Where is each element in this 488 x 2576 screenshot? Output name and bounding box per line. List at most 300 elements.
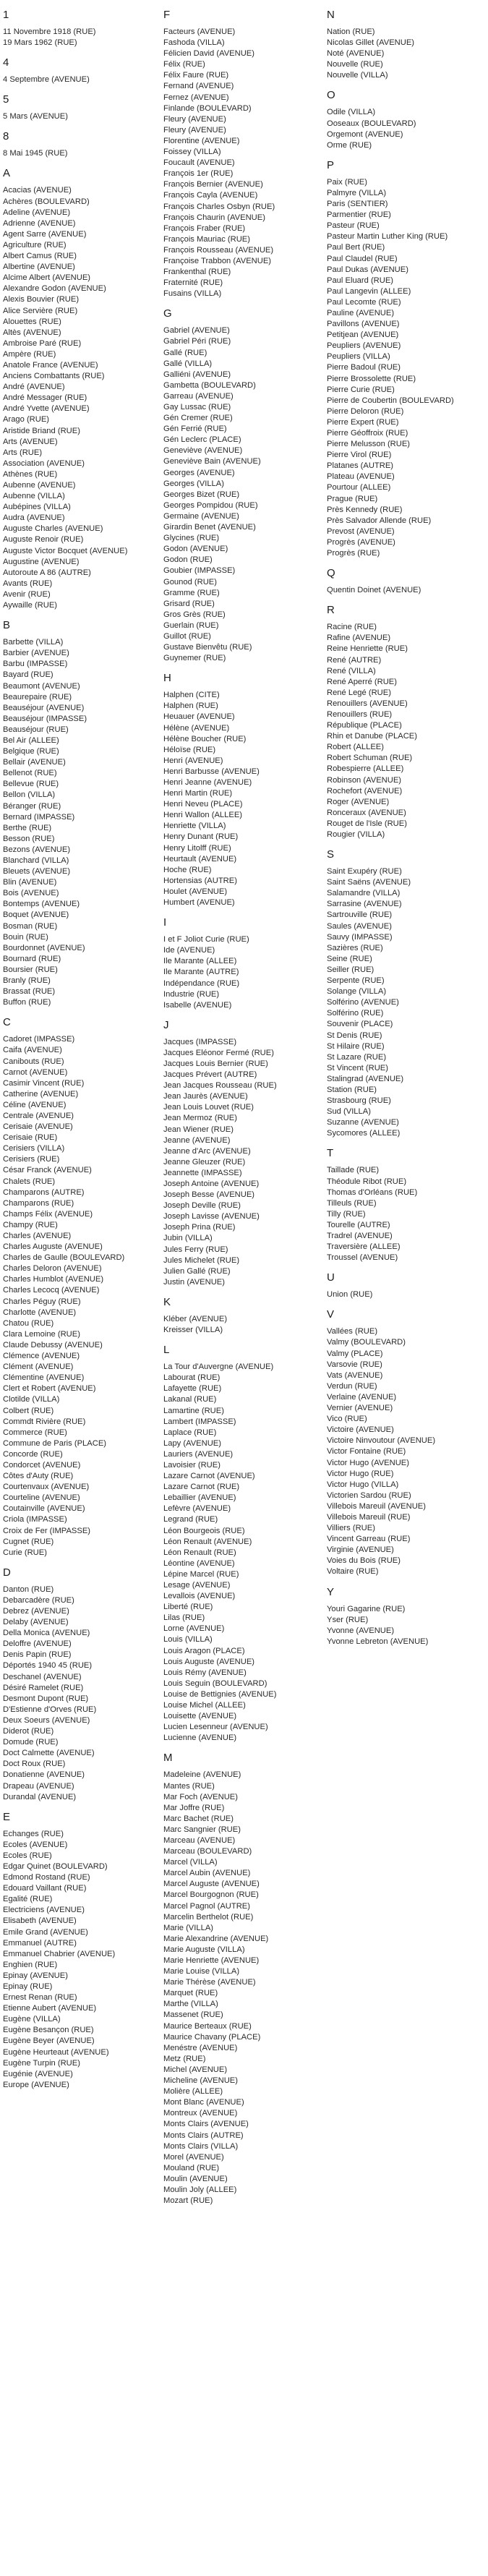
street-entry: Marcel Aubin (AVENUE): [163, 1869, 251, 1878]
street-entry: Blin (AVENUE): [3, 878, 57, 887]
street-entry: Suzanne (AVENUE): [327, 1118, 399, 1127]
street-entry: Barbu (IMPASSE): [3, 660, 68, 669]
street-entry: Catherine (AVENUE): [3, 1089, 79, 1099]
street-entry: Carnot (AVENUE): [3, 1067, 68, 1077]
street-entry: Aubenne (VILLA): [3, 492, 65, 501]
street-entry: Girardin Benet (AVENUE): [163, 523, 256, 532]
street-entry: Liberté (RUE): [163, 1603, 213, 1612]
street-entry: René (AUTRE): [327, 655, 382, 665]
street-entry: Béranger (RUE): [3, 801, 61, 811]
street-entry: Drapeau (AVENUE): [3, 1781, 74, 1791]
street-entry: Marceau (AVENUE): [163, 1835, 236, 1845]
street-entry: Charles Deloron (AVENUE): [3, 1264, 102, 1274]
street-entry: Joseph Deville (RUE): [163, 1201, 241, 1211]
street-entry: Canibouts (RUE): [3, 1057, 64, 1066]
street-entry: Bosman (RUE): [3, 921, 58, 931]
street-entry: Près Salvador Allende (RUE): [327, 516, 432, 525]
letter-section: [327, 848, 482, 1139]
street-entry: Jacques Prévert (AUTRE): [163, 1070, 257, 1080]
letter-section: [3, 9, 158, 48]
street-entry: Marie Henriette (AVENUE): [163, 1956, 260, 1965]
street-entry: Lauriers (AVENUE): [163, 1449, 234, 1459]
street-entry: St Hilaire (RUE): [327, 1041, 385, 1051]
street-entry: Caifa (AVENUE): [3, 1046, 62, 1055]
street-entry: Goubier (IMPASSE): [163, 566, 236, 576]
street-entry: Commerce (RUE): [3, 1428, 67, 1437]
street-entry: Fernez (AVENUE): [163, 93, 229, 102]
street-entry: Youri Gagarine (RUE): [327, 1604, 406, 1613]
street-entry: Palmyre (VILLA): [327, 188, 387, 197]
letter-section: [163, 307, 319, 664]
street-entry: Albert Camus (RUE): [3, 252, 77, 261]
letter-section: [3, 1811, 158, 2091]
street-entry: Mozart (RUE): [163, 2196, 213, 2206]
street-entry: Fraternité (RUE): [163, 278, 223, 288]
letter-section: [3, 619, 158, 1008]
street-entry: Tourelle (AUTRE): [327, 1220, 390, 1229]
street-entry: Buffon (RUE): [3, 998, 51, 1007]
street-entry: Désiré Ramelet (RUE): [3, 1683, 84, 1692]
street-entry: Marie Thérèse (AVENUE): [163, 1978, 256, 1987]
street-entry: Gén Ferrié (RUE): [163, 425, 227, 434]
street-entry: Kléber (AVENUE): [163, 1314, 228, 1323]
letter-section: [327, 159, 482, 559]
street-entry: Robinson (AVENUE): [327, 775, 402, 785]
street-entry: Yser (RUE): [327, 1615, 369, 1624]
street-entry: Gay Lussac (RUE): [163, 403, 231, 411]
section-letter-heading: 1: [3, 9, 9, 21]
street-entry: Pierre Brossolette (RUE): [327, 374, 416, 383]
street-entry: Ooseaux (BOULEVARD): [327, 119, 416, 128]
street-entry: Sartrouville (RUE): [327, 910, 393, 920]
street-entry: Alexandre Godon (AVENUE): [3, 284, 106, 294]
street-entry: Moulin (AVENUE): [163, 2174, 228, 2183]
street-entry: Gustave Bienvêtu (RUE): [163, 643, 252, 652]
street-entry: Bontemps (AVENUE): [3, 900, 80, 909]
street-entry: Finlande (BOULEVARD): [163, 103, 252, 113]
street-entry: Metz (RUE): [163, 2054, 206, 2063]
street-entry: Adeline (AVENUE): [3, 208, 71, 217]
street-entry: François Chaurin (AVENUE): [163, 213, 265, 222]
street-entry: Marc Sangnier (RUE): [163, 1825, 241, 1834]
street-entry: Chalets (RUE): [3, 1177, 56, 1186]
street-entry: Galliéni (AVENUE): [163, 370, 231, 379]
letter-section: [163, 1344, 319, 1744]
street-entry: Debarcadère (RUE): [3, 1595, 74, 1605]
street-entry: Marcel Auguste (AVENUE): [163, 1880, 260, 1889]
street-entry: Reine Henriette (RUE): [327, 644, 408, 654]
street-entry: Louis Aragon (PLACE): [163, 1646, 245, 1655]
street-entry: Elisabeth (AVENUE): [3, 1916, 77, 1926]
street-entry: Jacques Eléonor Fermé (RUE): [163, 1048, 274, 1057]
section-letter-heading: U: [327, 1271, 335, 1284]
street-entry: Déportés 1940 45 (RUE): [3, 1661, 93, 1671]
street-entry: Victoire (AVENUE): [327, 1425, 394, 1435]
street-entry: Pasteur Martin Luther King (RUE): [327, 232, 448, 242]
street-entry: Odile (VILLA): [327, 108, 376, 117]
street-entry: Hélène (AVENUE): [163, 723, 230, 733]
street-entry: Vico (RUE): [327, 1415, 367, 1424]
street-entry: Roger (AVENUE): [327, 797, 390, 806]
street-entry: Verlaine (AVENUE): [327, 1392, 397, 1402]
street-entry: Rouget de l'Isle (RUE): [327, 819, 407, 828]
street-entry: Jules Michelet (RUE): [163, 1255, 240, 1265]
street-entry: Ecoles (AVENUE): [3, 1840, 68, 1849]
street-entry: Indépendance (RUE): [163, 978, 240, 988]
street-entry: Halphen (CITE): [163, 691, 220, 700]
street-entry: Félix Faure (RUE): [163, 71, 229, 80]
street-entry: Audra (AVENUE): [3, 513, 65, 523]
street-entry: Echanges (RUE): [3, 1829, 64, 1838]
street-entry: Pierre Géoffroix (RUE): [327, 429, 408, 438]
street-entry: Blanchard (VILLA): [3, 856, 69, 865]
street-entry: Coutainville (AVENUE): [3, 1504, 85, 1514]
street-entry: François 1er (RUE): [163, 169, 234, 179]
street-entry: Sazières (RUE): [327, 943, 383, 952]
street-entry: Acacias (AVENUE): [3, 186, 72, 195]
street-entry: Beaurepaire (RUE): [3, 692, 72, 701]
street-entry: Hoche (RUE): [163, 865, 212, 874]
street-entry: François Charles Osbyn (RUE): [163, 202, 275, 211]
street-entry: Ile Marante (AUTRE): [163, 968, 239, 977]
street-entry: Edmond Rostand (RUE): [3, 1873, 90, 1882]
street-entry: Massenet (RUE): [163, 2010, 223, 2020]
street-entry: Joseph Besse (AVENUE): [163, 1190, 255, 1200]
street-entry: Thomas d'Orléans (RUE): [327, 1187, 418, 1197]
street-entry: Pierre Deloron (RUE): [327, 406, 404, 416]
street-entry: François Cayla (AVENUE): [163, 191, 258, 200]
section-letter-heading: M: [163, 1752, 173, 1765]
street-entry: Prevost (AVENUE): [327, 526, 395, 536]
street-entry: Clémentine (AVENUE): [3, 1373, 85, 1383]
street-entry: Eugène Turpin (RUE): [3, 2058, 80, 2068]
street-entry: Léon Renault (AVENUE): [163, 1537, 252, 1546]
street-entry: Robespierre (ALLEE): [327, 764, 404, 774]
street-entry: Guynemer (RUE): [163, 654, 226, 663]
street-entry: Gén Cremer (RUE): [163, 414, 233, 423]
street-entry: Marquet (RUE): [163, 1989, 218, 1998]
street-entry: Cerisiers (VILLA): [3, 1144, 65, 1153]
street-entry: Criola (IMPASSE): [3, 1515, 67, 1524]
street-entry: Menéstre (AVENUE): [163, 2043, 238, 2052]
street-entry: Sarrasine (AVENUE): [327, 900, 402, 909]
street-entry: Molière (ALLEE): [163, 2087, 223, 2097]
street-entry: Monts Clairs (AUTRE): [163, 2131, 244, 2140]
street-entry: Sud (VILLA): [327, 1107, 371, 1117]
street-entry: Rougier (VILLA): [327, 830, 385, 839]
street-entry: Beauséjour (IMPASSE): [3, 714, 87, 723]
street-entry: Julien Gallé (RUE): [163, 1266, 231, 1276]
street-entry: Ronceraux (AVENUE): [327, 808, 406, 817]
street-entry: 8 Mai 1945 (RUE): [3, 149, 68, 158]
street-entry: Rochefort (AVENUE): [327, 786, 403, 796]
street-entry: Moulin Joly (ALLEE): [163, 2185, 237, 2194]
street-entry: Enghien (RUE): [3, 1960, 58, 1969]
street-entry: Heuauer (AVENUE): [163, 712, 235, 722]
street-index-column: [3, 6, 158, 2099]
street-entry: Henri (AVENUE): [163, 756, 223, 765]
street-entry: Taillade (RUE): [327, 1166, 380, 1175]
street-entry: François Fraber (RUE): [163, 223, 246, 233]
street-entry: Rhin et Danube (PLACE): [327, 732, 417, 741]
street-entry: Legrand (RUE): [163, 1515, 218, 1524]
street-entry: I et F Joliot Curie (RUE): [163, 935, 249, 944]
street-entry: Alexis Bouvier (RUE): [3, 295, 80, 304]
street-entry: Gén Leclerc (PLACE): [163, 435, 241, 445]
street-entry: Geneviève (AVENUE): [163, 446, 243, 456]
street-entry: Desmont Dupont (RUE): [3, 1694, 89, 1703]
street-entry: Curie (RUE): [3, 1548, 47, 1557]
street-entry: Bayard (RUE): [3, 670, 53, 680]
street-entry: Charles (AVENUE): [3, 1232, 72, 1240]
street-entry: Champs Félix (AVENUE): [3, 1209, 93, 1219]
street-entry: Monts Clairs (AVENUE): [163, 2120, 249, 2129]
section-letter-heading: Y: [327, 1585, 335, 1598]
section-letter-heading: F: [163, 9, 171, 21]
street-entry: Chatou (RUE): [3, 1318, 54, 1328]
street-entry: Mouland (RUE): [163, 2163, 220, 2172]
street-entry: Albertine (AVENUE): [3, 263, 75, 272]
street-entry: Lazare Carnot (AVENUE): [163, 1472, 255, 1481]
street-entry: Centrale (AVENUE): [3, 1111, 74, 1120]
street-entry: Station (RUE): [327, 1085, 377, 1094]
street-entry: Georges (AVENUE): [163, 468, 235, 477]
street-entry: Altès (AVENUE): [3, 328, 61, 337]
street-entry: Avenir (RUE): [3, 589, 51, 599]
street-entry: Donatienne (AVENUE): [3, 1770, 85, 1780]
street-entry: Théodule Ribot (RUE): [327, 1177, 407, 1186]
street-entry: Alcime Albert (AVENUE): [3, 273, 91, 283]
street-entry: André (AVENUE): [3, 383, 65, 392]
street-entry: Arts (RUE): [3, 448, 43, 457]
street-entry: Mantes (RUE): [163, 1781, 215, 1791]
street-entry: Mar Foch (AVENUE): [163, 1792, 238, 1801]
street-entry: Clémence (AVENUE): [3, 1352, 80, 1361]
street-entry: Belgique (RUE): [3, 747, 59, 756]
street-entry: Isabelle (AVENUE): [163, 1000, 232, 1010]
section-letter-heading: 4: [3, 56, 9, 69]
section-letter-heading: V: [327, 1308, 335, 1321]
street-entry: Marcel Bourgognon (RUE): [163, 1890, 259, 1900]
street-entry: Emmanuel Chabrier (AVENUE): [3, 1949, 116, 1958]
street-entry: Villiers (RUE): [327, 1524, 375, 1533]
street-entry: Domude (RUE): [3, 1738, 59, 1747]
street-entry: Marceau (BOULEVARD): [163, 1847, 252, 1856]
street-entry: Fleury (AVENUE): [163, 114, 226, 124]
street-entry: Renouillers (RUE): [327, 709, 393, 719]
street-entry: Pavillons (AVENUE): [327, 320, 400, 329]
street-entry: Traversière (ALLEE): [327, 1242, 401, 1252]
street-entry: Deloffre (AVENUE): [3, 1639, 72, 1649]
street-entry: Union (RUE): [327, 1290, 373, 1300]
street-entry: Clert et Robert (AVENUE): [3, 1384, 96, 1394]
street-entry: Della Monica (AVENUE): [3, 1629, 90, 1638]
letter-section: [163, 1296, 319, 1336]
street-entry: Françoise Trabbon (AVENUE): [163, 256, 272, 265]
street-entry: Vallées (RUE): [327, 1327, 378, 1336]
street-entry: Cerisiers (RUE): [3, 1155, 60, 1164]
street-entry: Henri Barbusse (AVENUE): [163, 767, 260, 776]
street-entry: Jeanne d'Arc (AVENUE): [163, 1146, 251, 1156]
street-entry: Paul Bert (RUE): [327, 243, 385, 252]
street-entry: Jubin (VILLA): [163, 1234, 213, 1243]
street-entry: Michel (AVENUE): [163, 2065, 228, 2074]
street-entry: Delaby (AVENUE): [3, 1618, 69, 1627]
section-letter-heading: I: [163, 916, 167, 929]
street-entry: Paul Dukas (AVENUE): [327, 265, 408, 274]
street-entry: Progrès (RUE): [327, 549, 380, 558]
street-entry: Louise Michel (ALLEE): [163, 1701, 246, 1710]
street-entry: Victor Fontaine (RUE): [327, 1447, 406, 1457]
street-entry: Pierre Melusson (RUE): [327, 440, 411, 449]
street-entry: Humbert (AVENUE): [163, 898, 235, 908]
street-entry: Justin (AVENUE): [163, 1277, 225, 1287]
street-entry: Lamartine (RUE): [163, 1406, 224, 1415]
street-entry: Fernand (AVENUE): [163, 82, 234, 91]
street-entry: Victoire Ninvoutour (AVENUE): [327, 1436, 436, 1446]
street-entry: Pourtour (ALLEE): [327, 483, 391, 492]
street-entry: Germaine (AVENUE): [163, 511, 239, 521]
street-entry: Besson (RUE): [3, 834, 55, 843]
section-letter-heading: T: [327, 1147, 334, 1160]
street-entry: Maurice Berteaux (RUE): [163, 2021, 252, 2031]
section-letter-heading: 8: [3, 130, 9, 143]
street-entry: Charles de Gaulle (BOULEVARD): [3, 1253, 125, 1263]
street-entry: Gabriel (AVENUE): [163, 326, 230, 336]
street-entry: Georges Pompidou (RUE): [163, 500, 258, 510]
street-entry: Denis Papin (RUE): [3, 1650, 72, 1660]
street-entry: Courtenvaux (AVENUE): [3, 1483, 90, 1492]
street-entry: Jean Jaurès (AVENUE): [163, 1092, 248, 1101]
street-entry: Vats (AVENUE): [327, 1370, 383, 1380]
street-entry: Guerlain (RUE): [163, 620, 219, 630]
street-entry: César Franck (AVENUE): [3, 1166, 92, 1175]
letter-section: [327, 89, 482, 150]
street-entry: Marie Auguste (VILLA): [163, 1945, 245, 1954]
street-entry: Varsovie (RUE): [327, 1360, 382, 1369]
street-entry: St Denis (RUE): [327, 1031, 382, 1040]
street-entry: Charles Lecocq (AVENUE): [3, 1286, 100, 1295]
street-entry: Peupliers (VILLA): [327, 352, 390, 362]
street-entry: Labourat (RUE): [163, 1373, 221, 1383]
street-entry: Henri Wallon (ALLEE): [163, 811, 243, 820]
letter-section: [163, 672, 319, 908]
street-entry: Europe (AVENUE): [3, 2080, 69, 2089]
street-entry: Edouard Vaillant (RUE): [3, 1884, 87, 1893]
street-entry: Ampère (RUE): [3, 349, 56, 359]
street-entry: Guillot (RUE): [163, 631, 211, 641]
street-entry: Jacques Louis Bernier (RUE): [163, 1059, 268, 1068]
street-entry: Bellenot (RUE): [3, 769, 57, 778]
letter-section: [163, 9, 319, 299]
street-entry: Louis (VILLA): [163, 1635, 213, 1645]
street-entry: Courteline (AVENUE): [3, 1493, 80, 1503]
section-letter-heading: D: [3, 1566, 11, 1579]
street-entry: Clément (AVENUE): [3, 1362, 74, 1372]
street-entry: Laplace (RUE): [163, 1428, 217, 1437]
street-entry: Ide (AVENUE): [163, 946, 215, 955]
street-entry: Marc Bachet (RUE): [163, 1814, 234, 1823]
street-entry: Racine (RUE): [327, 623, 377, 632]
letter-section: [327, 1308, 482, 1577]
street-entry: Geneviève Bain (AVENUE): [163, 457, 261, 466]
street-entry: Champarons (RUE): [3, 1198, 74, 1208]
section-letter-heading: K: [163, 1295, 171, 1308]
street-entry: Alouettes (RUE): [3, 317, 61, 326]
letter-section: [3, 1566, 158, 1803]
street-entry: Aywaille (RUE): [3, 601, 58, 610]
street-entry: Ecoles (RUE): [3, 1851, 52, 1860]
street-entry: Lépine Marcel (RUE): [163, 1569, 239, 1579]
street-entry: Victor Hugo (AVENUE): [327, 1458, 409, 1467]
street-index-column: [327, 6, 482, 1655]
street-entry: Egalité (RUE): [3, 1895, 53, 1904]
section-letter-heading: N: [327, 9, 335, 21]
street-entry: Vincent Garreau (RUE): [327, 1535, 411, 1544]
street-entry: Lavoisier (RUE): [163, 1460, 221, 1470]
street-entry: Seiller (RUE): [327, 965, 374, 974]
street-entry: Eugène (VILLA): [3, 2015, 61, 2024]
street-entry: Louise de Bettignies (AVENUE): [163, 1689, 277, 1699]
street-entry: Commdt Rivière (RUE): [3, 1417, 86, 1426]
street-entry: Victorien Sardou (RUE): [327, 1490, 411, 1500]
street-entry: Boquet (AVENUE): [3, 910, 69, 920]
street-entry: Valmy (BOULEVARD): [327, 1338, 406, 1347]
street-entry: Electriciens (AVENUE): [3, 1906, 85, 1915]
street-entry: Cadoret (IMPASSE): [3, 1035, 75, 1044]
letter-section: [163, 916, 319, 1011]
street-entry: Ambroise Paré (RUE): [3, 338, 82, 348]
street-entry: Jean Louis Louvet (RUE): [163, 1103, 254, 1112]
street-entry: Céline (AVENUE): [3, 1100, 67, 1109]
street-entry: Madeleine (AVENUE): [163, 1770, 241, 1780]
street-entry: Solange (VILLA): [327, 987, 387, 997]
street-entry: André Messager (RUE): [3, 393, 87, 403]
street-entry: Lafayette (RUE): [163, 1384, 222, 1394]
street-entry: André Yvette (AVENUE): [3, 404, 90, 414]
street-entry: Pierre Curie (RUE): [327, 385, 395, 394]
street-entry: Sauvy (IMPASSE): [327, 932, 393, 942]
street-entry: Saint Exupéry (RUE): [327, 867, 402, 877]
street-entry: Verdun (RUE): [327, 1381, 377, 1391]
street-entry: Bournard (RUE): [3, 954, 61, 963]
street-entry: Glycines (RUE): [163, 534, 220, 543]
street-entry: Joseph Lavisse (AVENUE): [163, 1212, 260, 1221]
street-entry: Félix (RUE): [163, 60, 205, 69]
street-entry: Mont Blanc (AVENUE): [163, 2098, 244, 2107]
street-entry: Louis Seguin (BOULEVARD): [163, 1679, 267, 1688]
street-entry: Godon (RUE): [163, 555, 213, 565]
street-entry: Bellair (AVENUE): [3, 758, 66, 767]
letter-section: [327, 1586, 482, 1647]
street-entry: Yvonne Lebreton (AVENUE): [327, 1637, 429, 1646]
letter-section: [327, 1271, 482, 1300]
street-entry: Paul Claudel (RUE): [327, 254, 398, 263]
street-entry: Henry Litolff (RUE): [163, 843, 231, 853]
street-entry: Kreisser (VILLA): [163, 1326, 223, 1335]
street-entry: Voies du Bois (RUE): [327, 1556, 401, 1566]
section-letter-heading: G: [163, 307, 172, 320]
street-entry: Condorcet (AVENUE): [3, 1460, 81, 1470]
street-entry: François Bernier (AVENUE): [163, 180, 263, 189]
street-entry: Jean Mermoz (RUE): [163, 1114, 237, 1123]
street-entry: Industrie (RUE): [163, 989, 220, 999]
street-entry: Bel Air (ALLEE): [3, 735, 59, 745]
street-entry: Bezons (AVENUE): [3, 845, 71, 854]
letter-section: [3, 167, 158, 611]
street-entry: Agent Sarre (AVENUE): [3, 229, 87, 239]
street-entry: Lilas (RUE): [163, 1613, 205, 1623]
